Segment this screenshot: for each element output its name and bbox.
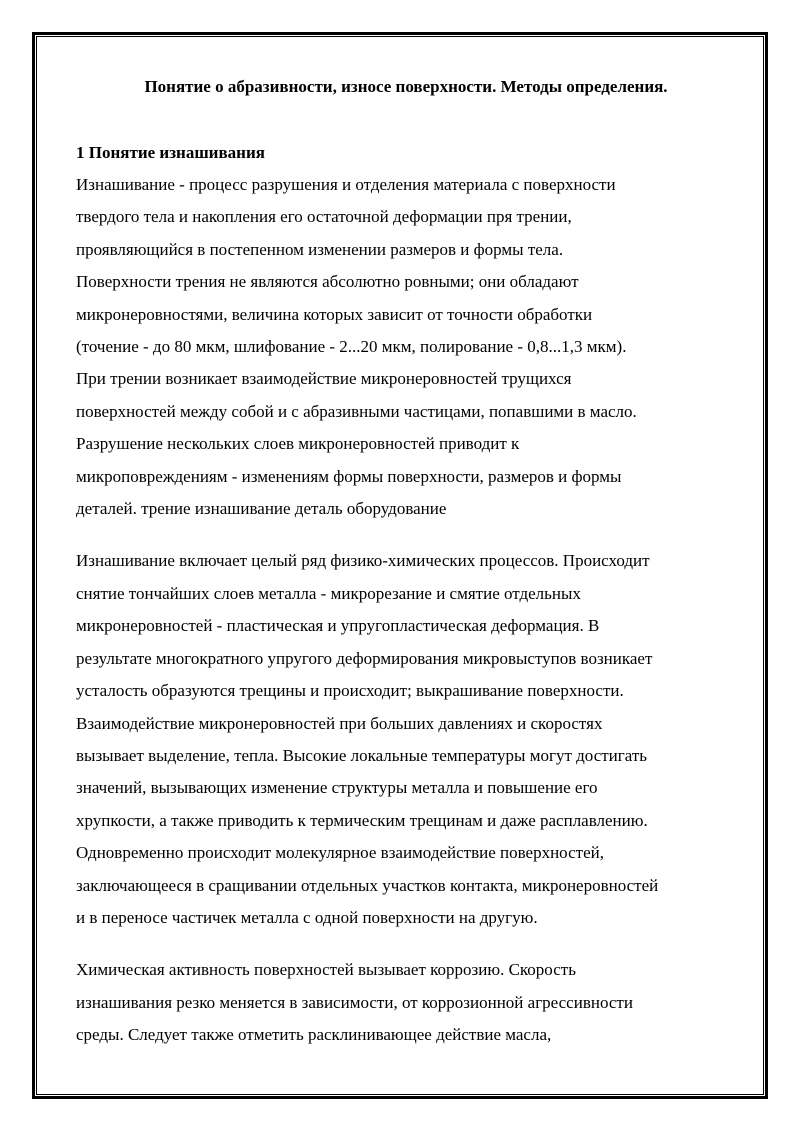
paragraph-1: Изнашивание - процесс разрушения и отделения материала с поверхности твердого тела и накопления его остаточной деформации пря трении, проявляющийся в постепенном изменении размеров и формы тела. Поверхности трения не являются абсолютно ровными; они обладают микронеровностями, величина которых зависит от точности обработки (точение - до 80 мкм, шлифование - 2...20 мкм, полирование - 0,8...1,3 мкм). При трении возникает взаимодействие микронеровностей трущихся поверхностей между собой и с абразивными частицами, попавшими в масло. Разрушение нескольких слоев микронеровностей приводит к микроповреждениям - изменениям формы поверхности, размеров и формы деталей. трение изнашивание деталь оборудование [76,175,637,519]
section-heading: 1 Понятие изнашивания [76,143,265,162]
document-title: Понятие о абразивности, износе поверхности. Методы определения. [144,77,668,96]
paragraph-2: Изнашивание включает целый ряд физико-химических процессов. Происходит снятие тончайших слоев металла - микрорезание и смятие отдельных микронеровностей - пластическая и упругопластическая деформация. В результате многократного упругого деформирования микровыступов возникает усталость образуются трещины и происходит; выкрашивание поверхности. Взаимодействие микронеровностей при больших давлениях и скоростях вызывает выделение, тепла. Высокие локальные температуры могут достигать значений, вызывающих изменение структуры металла и повышение его хрупкости, а также приводить к термическим трещинам и даже расплавлению. Одновременно происходит молекулярное взаимодействие поверхностей, заключающееся в сращивании отдельных участков контакта, микронеровностей и в переносе частичек металла с одной поверхности на другую. [76,551,659,927]
document-body [76,74,736,1052]
paragraph-3: Химическая активность поверхностей вызывает коррозию. Скорость изнашивания резко меняется в зависимости, от коррозионной агрессивности среды. Следует также отметить расклинивающее действие масла, [76,960,633,1045]
